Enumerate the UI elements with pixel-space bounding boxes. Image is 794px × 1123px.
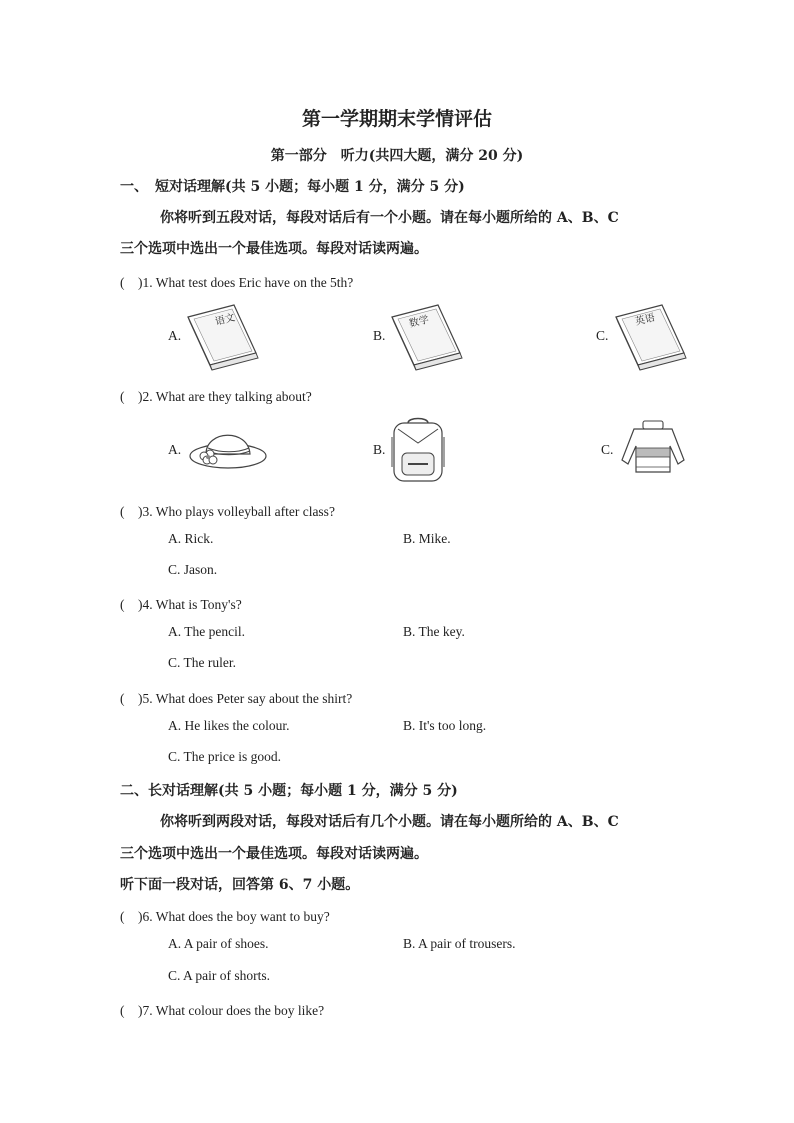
q3-option-b: B. Mike.: [403, 531, 451, 546]
q5-option-a: A. He likes the colour.: [168, 718, 290, 733]
section2-sub-instruction: 听下面一段对话，回答第 6、7 小题。: [120, 877, 360, 893]
q1-option-c-letter: C.: [596, 328, 609, 343]
section1-instruction-line1: 你将听到五段对话，每段对话后有一个小题。请在每小题所给的 A、B、C: [160, 210, 619, 226]
question-5: ( )5. What does Peter say about the shirt?: [120, 691, 353, 706]
q1-option-b-book-label: 数学: [408, 314, 431, 330]
section1-heading: 一、 短对话理解(共 5 小题；每小题 1 分，满分 5 分): [120, 179, 465, 195]
section2-instruction-line1: 你将听到两段对话，每段对话后有几个小题。请在每小题所给的 A、B、C: [160, 814, 619, 830]
q3-option-a: A. Rick.: [168, 531, 214, 546]
part-subtitle: 第一部分 听力(共四大题，满分 20 分): [270, 148, 524, 164]
q1-option-b-letter: B.: [373, 328, 386, 343]
q6-option-c: C. A pair of shorts.: [168, 968, 271, 983]
q4-option-a: A. The pencil.: [168, 624, 245, 639]
q2-option-c-letter: C.: [601, 442, 614, 457]
q2-option-b-letter: B.: [373, 442, 386, 457]
q2-option-a-letter: A.: [168, 442, 182, 457]
sweater-icon: [620, 420, 686, 478]
question-7: ( )7. What colour does the boy like?: [120, 1003, 325, 1018]
page-title: 第一学期期末学情评估: [301, 108, 492, 130]
q3-option-c: C. Jason.: [168, 562, 218, 577]
backpack-icon: [390, 417, 446, 487]
hat-icon: [188, 420, 270, 484]
q6-option-b: B. A pair of trousers.: [403, 936, 516, 951]
q1-option-a-book-icon: [186, 303, 262, 371]
question-1: ( )1. What test does Eric have on the 5th?: [120, 275, 354, 290]
question-6: ( )6. What does the boy want to buy?: [120, 909, 330, 924]
q1-option-a-letter: A.: [168, 328, 182, 343]
q5-option-b: B. It's too long.: [403, 718, 487, 733]
section1-instruction-line2: 三个选项中选出一个最佳选项。每段对话读两遍。: [120, 241, 428, 257]
question-3: ( )3. Who plays volleyball after class?: [120, 504, 335, 519]
question-2: ( )2. What are they talking about?: [120, 389, 312, 404]
section2-heading: 二、长对话理解(共 5 小题；每小题 1 分，满分 5 分): [120, 783, 458, 799]
question-4: ( )4. What is Tony's?: [120, 597, 242, 612]
q5-option-c: C. The price is good.: [168, 749, 281, 764]
q4-option-b: B. The key.: [403, 624, 465, 639]
q4-option-c: C. The ruler.: [168, 655, 236, 670]
q1-option-b-book-icon: [390, 303, 466, 371]
q6-option-a: A. A pair of shoes.: [168, 936, 269, 951]
q1-option-c-book-label: 英语: [634, 312, 657, 328]
q1-option-c-book-icon: [614, 303, 690, 371]
section2-instruction-line2: 三个选项中选出一个最佳选项。每段对话读两遍。: [120, 846, 428, 862]
q1-option-a-book-label: 语文: [214, 312, 237, 328]
